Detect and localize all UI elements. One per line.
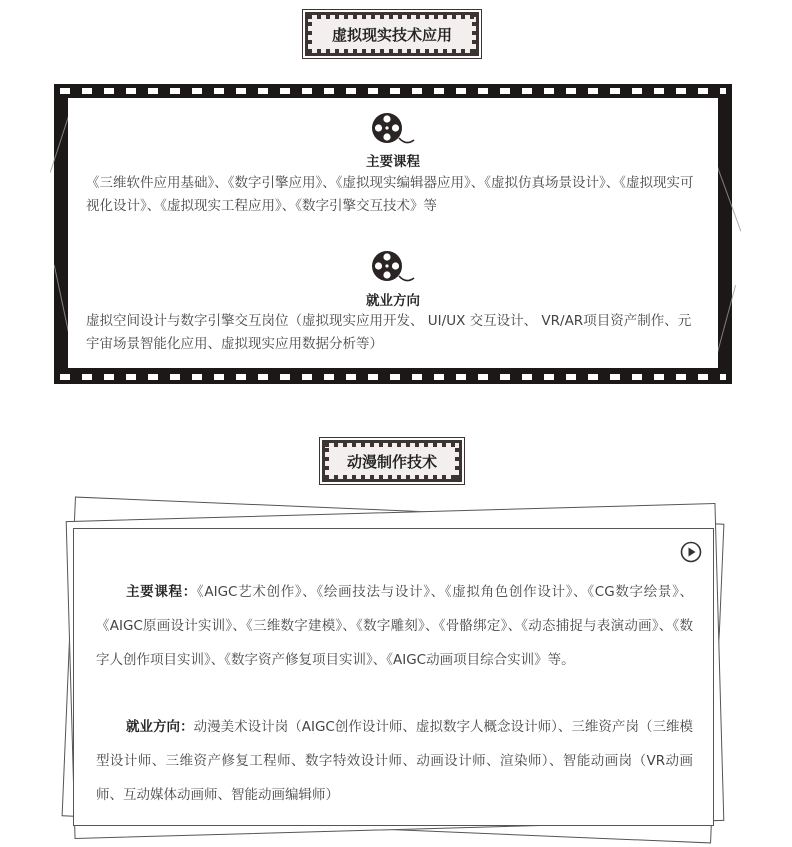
film-reel-icon bbox=[371, 110, 415, 148]
frame-scratch bbox=[50, 115, 69, 172]
film-sprocket-bottom bbox=[60, 374, 726, 380]
film-content-area bbox=[68, 98, 718, 368]
section-title-vr bbox=[305, 12, 479, 56]
section-title-animation-text: 动漫制作技术 bbox=[341, 449, 443, 474]
film-reel-icon bbox=[371, 248, 415, 286]
play-circle-icon[interactable] bbox=[680, 541, 702, 563]
courses-label: 主要课程： bbox=[126, 584, 197, 600]
frame-scratch bbox=[717, 285, 736, 353]
career-text: 虚拟空间设计与数字引擎交互岗位（虚拟现实应用开发、 UI/UX 交互设计、 VR/AR项目资产制作、元宇宙场景智能化应用、虚拟现实应用数据分析等） bbox=[86, 313, 692, 352]
career-paragraph bbox=[96, 710, 693, 812]
courses-heading: 主要课程 bbox=[366, 154, 420, 170]
film-frame bbox=[54, 84, 732, 384]
career-heading: 就业方向 bbox=[366, 293, 420, 309]
section-title-vr-text: 虚拟现实技术应用 bbox=[326, 22, 458, 47]
career-label: 就业方向： bbox=[126, 719, 194, 735]
film-sprocket-top bbox=[60, 88, 726, 94]
paper-sheet-front bbox=[73, 528, 714, 826]
section-title-animation bbox=[322, 440, 462, 482]
courses-text: 《三维软件应用基础》、《数字引擎应用》、《虚拟现实编辑器应用》、《虚拟仿真场景设计》、《虚拟现实可视化设计》、《虚拟现实工程应用》、《数字引擎交互技术》等 bbox=[86, 175, 694, 214]
career-text: 动漫美术设计岗（AIGC创作设计师、虚拟数字人概念设计师）、三维资产岗（三维模型设计师、三维资产修复工程师、数字特效设计师、动画设计师、渲染师）、智能动画岗（VR动画师、互动媒体动画师、智能动画编辑师） bbox=[96, 719, 694, 803]
courses-paragraph bbox=[96, 575, 693, 677]
courses-text: 《AIGC艺术创作》、《绘画技法与设计》、《虚拟角色创作设计》、《CG数字绘景》、《AIGC原画设计实训》、《三维数字建模》、《数字雕刻》、《骨骼绑定》、《动态捕捉与表演动画》、《数字人创作项目实训》、《数字资产修复项目实训》、《AIGC动画项目综合实训》等。 bbox=[96, 584, 693, 668]
